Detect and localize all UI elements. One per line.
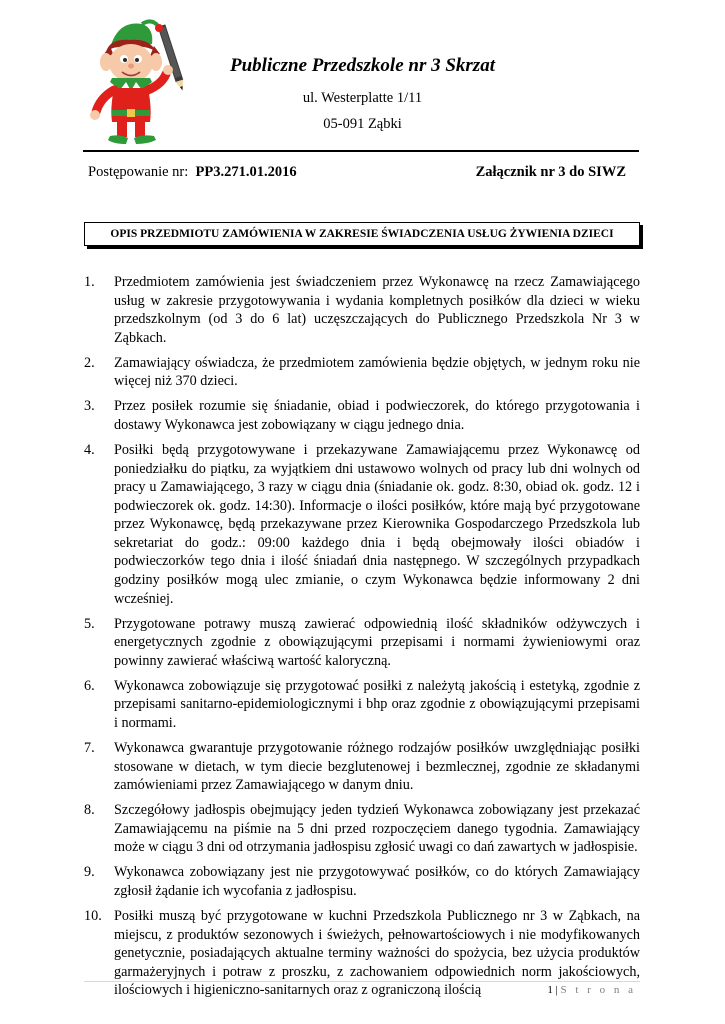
list-item — [84, 801, 640, 857]
list-item — [84, 677, 640, 733]
item-number: 7. — [84, 740, 95, 756]
header-divider — [83, 150, 639, 152]
item-number: 8. — [84, 802, 95, 819]
footer-divider — [84, 981, 640, 982]
list-item — [84, 273, 640, 347]
address-street: ul. Westerplatte 1/11 — [302, 90, 423, 106]
item-text: Wykonawca zobowiązany jest nie przygotowywać posiłków, co do których Zamawiający zgłosił żądanie ich wycofania z jadłospisu. — [114, 864, 640, 899]
list-item — [84, 441, 640, 608]
page-footer — [547, 984, 636, 996]
item-number: 1. — [84, 274, 95, 290]
item-number: 9. — [84, 864, 95, 881]
item-number: 2. — [84, 354, 95, 371]
page-separator: | — [555, 984, 558, 996]
item-text: Szczegółowy jadłospis obejmujący jeden tydzień Wykonawca zobowiązany jest przekazać Zamawiającemu na piśmie na 5 dni przed rozpoczęciem danego tygodnia. Zamawiający może w ciągu 3 dni od otrzymania jadłospisu zgłosić uwagi co dań zawartych w jadłospisie. — [114, 802, 640, 856]
item-number: 6. — [84, 677, 95, 694]
item-text: Przedmiotem zamówienia jest świadczeniem przez Wykonawcę na rzecz Zamawiającego usług w zakresie przygotowywania i wydania kompletnych posiłków dla dzieci w wieku przedszkolnym (od 3 do 6 lat) uczęszczających do Publicznego Przedszkola Nr 3 w Ząbkach. — [114, 274, 640, 346]
elf-logo-icon — [80, 18, 190, 146]
item-number: 3. — [84, 398, 95, 415]
proceeding-label: Postępowanie nr: — [88, 164, 189, 180]
item-text: Posiłki będą przygotowywane i przekazywane Zamawiającemu przez Wykonawcę od poniedziałku do piątku, za wyjątkiem dni ustawowo wolnych od pracy lub dni wolnych od pracy u Zamawiającego, 3 razy w ciągu dnia (śniadanie ok. godz. 8:30, obiad ok. godz. 12 i podwieczorek ok. godz. 14:30). Informacje o ilości posiłków, które mają być przygotowane przez Wykonawcę, będą przekazywane przez Kierownika Gospodarczego Przedszkola lub sekretariat do godz.: 09:00 każdego dnia i będą obejmowały ilości obiadów i podwieczorków tego dnia i ilość śniadań dnia następnego. W szczególnych przypadkach godziny posiłków mogą ulec zmianie, o czym Wykonawca będzie informowany 2 dni wcześniej. — [114, 441, 640, 607]
document-title: OPIS PRZEDMIOTU ZAMÓWIENIA W ZAKRESIE ŚWIADCZENIA USŁUG ŻYWIENIA DZIECI — [84, 222, 640, 246]
proceeding-info — [88, 164, 297, 181]
item-text: Wykonawca zobowiązuje się przygotować posiłki z należytą jakością i estetyką, zgodnie z przepisami sanitarno-epidemiologicznymi i bhp oraz zgodnie z obowiązującymi przepisami i normami. — [114, 677, 640, 732]
requirements-list — [84, 273, 640, 1006]
item-number: 10. — [84, 907, 102, 924]
item-text: Posiłki muszą być przygotowane w kuchni Przedszkola Publicznego nr 3 w Ząbkach, na miejscu, z produktów sezonowych i świeżych, pełnowartościowych i nie modyfikowanych genetycznie, posiadających aktualne terminy ważności do spożycia, bez użycia produktów garmażeryjnych i potraw z proszku, z zachowaniem odpowiednich norm jakościowych, ilościowych i higieniczno-sanitarnych oraz z ograniczoną ilością — [114, 907, 640, 999]
list-item — [84, 397, 640, 434]
page-word: S t r o n a — [560, 984, 636, 996]
item-text: Zamawiający oświadcza, że przedmiotem zamówienia będzie objętych, w jednym roku nie więcej niż 370 dzieci. — [114, 354, 640, 390]
annex-label: Załącznik nr 3 do SIWZ — [475, 164, 626, 180]
item-number: 4. — [84, 441, 95, 458]
proceeding-number: PP3.271.01.2016 — [195, 164, 297, 180]
proceeding-line — [88, 164, 626, 181]
list-item — [84, 739, 640, 795]
school-name: Publiczne Przedszkole nr 3 Skrzat — [230, 55, 495, 76]
item-text: Wykonawca gwarantuje przygotowanie różnego rodzajów posiłków uwzględniając posiłki stosowane w dietach, w tym diecie bezglutenowej i bezmlecznej, zgodnie ze składanymi zamówieniami przez Zamawiającego w danym dniu. — [114, 740, 640, 794]
item-number: 5. — [84, 615, 95, 632]
item-text: Przygotowane potrawy muszą zawierać odpowiednią ilość składników odżywczych i energetycznych zgodnie z obowiązującymi przepisami i normami żywieniowymi oraz powinny zawierać właściwą wartość kaloryczną. — [114, 615, 640, 669]
list-item — [84, 863, 640, 900]
list-item — [84, 615, 640, 671]
address-postal: 05-091 Ząbki — [323, 116, 402, 132]
list-item — [84, 354, 640, 391]
item-text: Przez posiłek rozumie się śniadanie, obiad i podwieczorek, do którego przygotowania i dostawy Wykonawca jest zobowiązany w ciągu jednego dnia. — [114, 398, 640, 433]
page-number: 1 — [547, 984, 553, 996]
